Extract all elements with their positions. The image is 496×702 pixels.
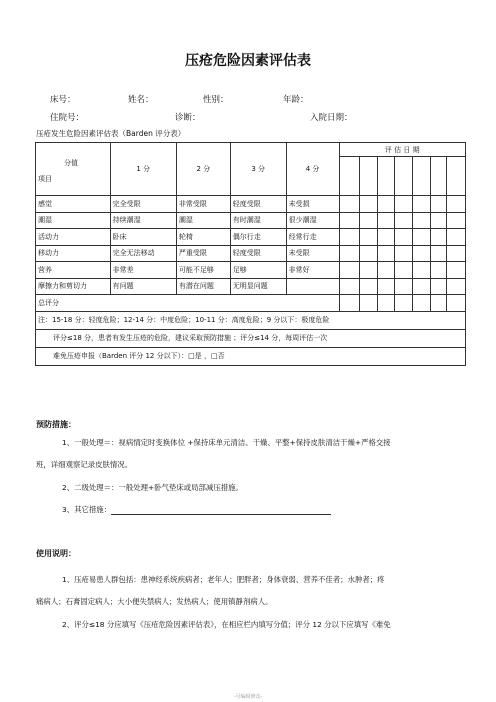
table-row — [36, 278, 466, 295]
row-score-4: 未受损 — [286, 196, 339, 213]
table-row — [36, 262, 466, 279]
score-cell[interactable] — [430, 212, 447, 229]
row-score-3: 轻度受限 — [230, 245, 286, 262]
row-item: 营养 — [36, 262, 111, 279]
total-cell[interactable] — [377, 295, 395, 312]
table-caption: 压疮发生危险因素评估表（Barden 评分表） — [36, 129, 186, 138]
row-score-4: 未受限 — [286, 245, 339, 262]
prevention-item-1-cont: 班，详细观察记录皮肤情况。 — [36, 460, 133, 469]
score-cell[interactable] — [339, 196, 360, 213]
total-row — [36, 295, 466, 312]
score-cell[interactable] — [447, 245, 466, 262]
score-cell[interactable] — [360, 262, 378, 279]
score-header-2: 2 分 — [176, 143, 230, 196]
score-header-1: 1 分 — [110, 143, 176, 196]
total-cell[interactable] — [447, 295, 466, 312]
score-cell[interactable] — [360, 212, 378, 229]
score-cell[interactable] — [413, 229, 431, 246]
row-score-4: 非常好 — [286, 262, 339, 279]
score-cell[interactable] — [413, 262, 431, 279]
score-cell[interactable] — [395, 262, 413, 279]
diagnosis-label: 诊断： — [175, 113, 201, 123]
score-cell[interactable] — [339, 245, 360, 262]
score-cell[interactable] — [377, 212, 395, 229]
row-score-2: 严重受限 — [176, 245, 230, 262]
row-score-3: 足够 — [230, 262, 286, 279]
score-header-4: 4 分 — [286, 143, 339, 196]
admission-date-label: 入院日期： — [310, 113, 353, 123]
row-item: 摩擦力和剪切力 — [36, 278, 111, 295]
row-score-1: 非常差 — [110, 262, 176, 279]
score-cell[interactable] — [413, 212, 431, 229]
score-cell[interactable] — [447, 196, 466, 213]
total-cell[interactable] — [339, 295, 360, 312]
row-score-1: 有问题 — [110, 278, 176, 295]
score-cell[interactable] — [447, 262, 466, 279]
bed-label: 床号： — [50, 95, 76, 105]
score-cell[interactable] — [430, 229, 447, 246]
score-cell[interactable] — [447, 212, 466, 229]
score-cell[interactable] — [413, 278, 431, 295]
total-cell[interactable] — [430, 295, 447, 312]
score-cell[interactable] — [430, 196, 447, 213]
table-row — [36, 245, 466, 262]
prevention-item-3 — [62, 499, 331, 521]
row-score-2: 非常受限 — [176, 196, 230, 213]
row-score-3: 轻度受限 — [230, 196, 286, 213]
row-score-2: 可能不足够 — [176, 262, 230, 279]
score-cell[interactable] — [377, 229, 395, 246]
row-score-1: 完全无法移动 — [110, 245, 176, 262]
unavoidable-ulcer-report[interactable]: 难免压疮申报（Barden 评分 12 分以下）：□是 ，□否 — [36, 347, 466, 365]
footer-note: -可编辑修改- — [233, 694, 263, 700]
usage-item-1: 1、压疮易患人群包括：患神经系统疾病者；老年人；肥胖者；身体衰弱、营养不佳者；水肿者；疼 — [62, 575, 385, 584]
score-cell[interactable] — [413, 245, 431, 262]
date-cell[interactable] — [430, 157, 447, 196]
page-title: 压疮危险因素评估表 — [185, 53, 311, 69]
score-cell[interactable] — [360, 245, 378, 262]
row-item: 感觉 — [36, 196, 111, 213]
score-cell[interactable] — [377, 196, 395, 213]
prevention-item-1: 1、一般处理＝：视病情定时变换体位 +保持床单元清洁、干燥、平整+保持皮肤清洁干燥+严格交接 — [62, 438, 391, 447]
score-cell[interactable] — [430, 278, 447, 295]
row-item: 潮湿 — [36, 212, 111, 229]
prevention-heading: 预防措施： — [36, 420, 76, 429]
score-cell[interactable] — [447, 229, 466, 246]
score-cell[interactable] — [395, 278, 413, 295]
row-score-1: 持续潮湿 — [110, 212, 176, 229]
row-score-2: 潮湿 — [176, 212, 230, 229]
date-header: 评 估 日 期 — [339, 143, 466, 157]
header-corner-cell — [36, 143, 111, 196]
table-row — [36, 212, 466, 229]
row-score-1: 完全受限 — [110, 196, 176, 213]
usage-heading: 使用说明： — [36, 549, 76, 558]
score-header-3: 3 分 — [230, 143, 286, 196]
date-cell[interactable] — [447, 157, 466, 196]
score-cell[interactable] — [377, 278, 395, 295]
table-row — [36, 229, 466, 246]
prevention-item-2: 2、二级处理＝：一般处理+卧气垫床或局部减压措施。 — [62, 483, 243, 492]
prevention-item-3-label: 3、其它措施： — [62, 505, 112, 514]
score-cell[interactable] — [377, 245, 395, 262]
score-cell[interactable] — [360, 229, 378, 246]
corner-score-label: 分值 — [64, 159, 78, 167]
usage-item-2: 2、评分≤18 分应填写《压疮危险因素评估表》，在相应栏内填写分值；评分 12 分以下应填写《难免 — [62, 620, 391, 629]
row-item: 移动力 — [36, 245, 111, 262]
score-cell[interactable] — [339, 212, 360, 229]
score-cell[interactable] — [339, 262, 360, 279]
total-label: 总评分 — [36, 295, 340, 312]
total-cell[interactable] — [413, 295, 431, 312]
score-cell[interactable] — [430, 262, 447, 279]
row-score-4: 经常行走 — [286, 229, 339, 246]
row-score-4: 很少潮湿 — [286, 212, 339, 229]
barden-scale-table — [35, 142, 466, 366]
corner-item-label: 项目 — [38, 175, 52, 183]
score-cell[interactable] — [339, 278, 360, 295]
score-cell[interactable] — [413, 196, 431, 213]
score-cell[interactable] — [360, 196, 378, 213]
usage-item-1-cont: 痛病人；石膏固定病人；大小便失禁病人；发热病人；使用镇静剂病人。 — [36, 597, 273, 606]
row-score-3: 无明显问题 — [230, 278, 286, 295]
sex-label: 性别： — [203, 95, 229, 105]
date-cell[interactable] — [413, 157, 431, 196]
row-score-1: 卧床 — [110, 229, 176, 246]
score-cell[interactable] — [377, 262, 395, 279]
assessment-frequency-note: 评分≤18 分，患者有发生压疮的危险，建议采取预防措施 ；评分≤14 分，每周评估一次 — [36, 329, 466, 347]
score-cell[interactable] — [339, 229, 360, 246]
date-cell[interactable] — [395, 157, 413, 196]
row-score-2: 有潜在问题 — [176, 278, 230, 295]
row-item: 活动力 — [36, 229, 111, 246]
other-measures-field[interactable] — [111, 506, 331, 515]
total-cell[interactable] — [360, 295, 378, 312]
score-cell[interactable] — [395, 212, 413, 229]
score-cell[interactable] — [447, 278, 466, 295]
score-cell[interactable] — [395, 196, 413, 213]
date-cell[interactable] — [360, 157, 378, 196]
table-row — [36, 196, 466, 213]
score-cell[interactable] — [360, 278, 378, 295]
date-cell[interactable] — [377, 157, 395, 196]
score-cell[interactable] — [395, 245, 413, 262]
score-cell[interactable] — [430, 245, 447, 262]
score-cell[interactable] — [395, 229, 413, 246]
date-cell[interactable] — [339, 157, 360, 196]
row-score-3: 偶尔行走 — [230, 229, 286, 246]
admission-no-label: 住院号： — [50, 113, 85, 123]
row-score-3: 有时潮湿 — [230, 212, 286, 229]
age-label: 年龄： — [283, 95, 309, 105]
row-score-2: 轮椅 — [176, 229, 230, 246]
total-cell[interactable] — [395, 295, 413, 312]
name-label: 姓名： — [128, 95, 154, 105]
risk-levels-note: 注：15-18 分：轻度危险；12-14 分：中度危险；10-11 分：高度危险；9 分以下：极度危险 — [36, 311, 466, 329]
row-score-4 — [286, 278, 339, 295]
